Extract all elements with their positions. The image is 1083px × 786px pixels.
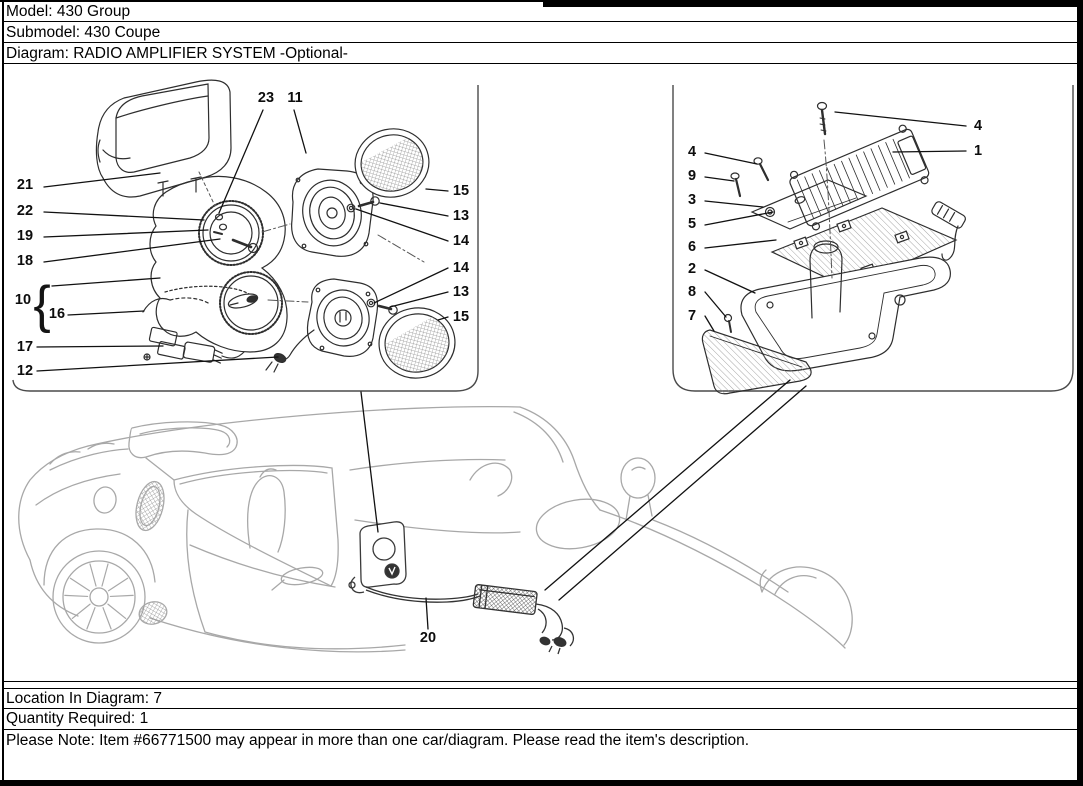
header-row-submodel [6, 23, 1071, 42]
car-windshield [129, 422, 237, 458]
screw-4-left [754, 158, 768, 180]
header-sep-3 [2, 63, 1077, 64]
callout-16: 16 [48, 306, 66, 322]
crank-handle [227, 291, 259, 310]
border-right-thick [1077, 0, 1083, 786]
callout-3: 3 [687, 192, 697, 208]
submodel-label: Submodel: [6, 24, 81, 41]
car-seat [248, 469, 286, 552]
footer-row-location [6, 690, 1071, 707]
leader-leftbox-to-car [361, 392, 378, 532]
tweeter-fasteners [214, 214, 258, 252]
leader-4-top-right [835, 112, 966, 126]
footer-sep-0 [2, 681, 1077, 682]
leader-16 [68, 311, 144, 315]
footer-row-quantity [6, 710, 1071, 728]
footer-sep-2 [2, 708, 1077, 709]
car-interior-lines [350, 459, 520, 532]
callout-4-top-right: 4 [973, 118, 983, 134]
car-hood-lines [36, 449, 128, 505]
callout-7: 7 [687, 308, 697, 324]
car-illustration [19, 407, 852, 652]
car-side-vent [131, 479, 168, 534]
diagram-label: Diagram: [6, 45, 69, 62]
door-speaker-module [349, 522, 406, 593]
sill-harness-and-amplifier [366, 584, 573, 654]
footer-sep-3 [2, 729, 1077, 730]
leader-rightbox-to-car-2 [559, 386, 806, 600]
callout-brace-10-16: { [33, 276, 51, 334]
callout-1: 1 [973, 143, 983, 159]
callout-14-bottom: 14 [452, 260, 470, 276]
screw-4-top [818, 103, 827, 135]
callout-2: 2 [687, 261, 697, 277]
car-front-silhouette [19, 446, 88, 560]
right-exploded-assembly [702, 103, 966, 394]
callout-21: 21 [16, 177, 34, 193]
leader-9 [705, 177, 734, 181]
callout-6: 6 [687, 239, 697, 255]
leader-4-left [705, 153, 757, 164]
location-value: 7 [153, 690, 162, 707]
leader-22 [44, 212, 204, 220]
border-bottom-thick [0, 780, 1083, 786]
callout-10: 10 [14, 292, 32, 308]
header-sep-2 [2, 42, 1077, 43]
quantity-label: Quantity Required: [6, 710, 136, 727]
note-label: Please Note: [6, 732, 95, 749]
callout-23: 23 [257, 90, 275, 106]
model-label: Model: [6, 3, 53, 20]
border-top-thick [543, 0, 1083, 7]
border-left [2, 0, 4, 786]
border-top-thin [0, 0, 545, 2]
car-fuel-door [92, 486, 117, 515]
top-washer-screw [347, 197, 379, 212]
car-rear-window [514, 407, 600, 510]
callout-5: 5 [687, 216, 697, 232]
callout-13-top: 13 [452, 208, 470, 224]
top-grille [346, 122, 449, 218]
car-rear-wheel-arch [760, 567, 852, 645]
leader-21 [44, 173, 160, 187]
leader-23 [219, 110, 263, 213]
leader-13-top [380, 203, 448, 216]
connector-plug [930, 200, 966, 260]
submodel-value: 430 Coupe [84, 24, 161, 41]
left-exploded-assembly [96, 80, 478, 401]
leader-2 [705, 270, 755, 293]
callout-8: 8 [687, 284, 697, 300]
quantity-value: 1 [139, 710, 149, 727]
callout-20: 20 [419, 630, 437, 646]
callout-13-bottom: 13 [452, 284, 470, 300]
car-front-wheel-arch [44, 529, 155, 585]
callout-18: 18 [16, 253, 34, 269]
leader-11 [294, 110, 306, 153]
car-sill-lines [30, 560, 405, 652]
car-roofline [88, 407, 520, 446]
leader-17 [37, 346, 163, 347]
leader-3 [705, 201, 763, 207]
callout-11: 11 [287, 90, 303, 106]
car-a-pillar [146, 458, 174, 480]
header-sep-1 [2, 21, 1077, 22]
door-panel [150, 176, 287, 352]
model-value: 430 Group [56, 3, 131, 20]
car-rear-deck [532, 493, 623, 555]
callout-4-left: 4 [687, 144, 697, 160]
car-headlight [50, 443, 114, 464]
leader-5 [705, 212, 773, 225]
callout-14-top: 14 [452, 233, 470, 249]
leader-18 [44, 239, 220, 262]
amplifier [786, 123, 932, 233]
leader-15-top [426, 189, 448, 191]
location-label: Location In Diagram: [6, 690, 150, 707]
header-row-diagram [6, 44, 1071, 63]
leader-7 [705, 316, 714, 331]
callout-9: 9 [687, 168, 697, 184]
diagram-svg [0, 64, 1083, 682]
leader-6 [705, 240, 776, 248]
footer-sep-1 [2, 688, 1077, 689]
diagram-title: RADIO AMPLIFIER SYSTEM -Optional- [73, 45, 348, 62]
callout-15-top: 15 [452, 183, 470, 199]
callout-12: 12 [16, 363, 34, 379]
wiring-connectors [143, 298, 244, 364]
callout-19: 19 [16, 228, 34, 244]
leader-12 [37, 357, 278, 371]
footer-row-note [6, 731, 1071, 751]
leader-14-bottom [374, 268, 448, 303]
callout-22: 22 [16, 203, 34, 219]
diagram-canvas [0, 64, 1083, 682]
leader-10 [52, 278, 160, 286]
callout-15-bottom: 15 [452, 309, 470, 325]
car-front-wheel [53, 551, 145, 643]
leader-8 [705, 292, 726, 317]
leader-13-bottom [390, 292, 448, 307]
leader-19 [44, 230, 208, 237]
screw-9 [731, 173, 740, 196]
car-rear-haunch [600, 510, 845, 648]
leader-rightbox-to-car-1 [545, 380, 790, 590]
callout-17: 17 [16, 339, 34, 355]
door-pocket [96, 80, 231, 197]
note-value: Item #66771500 may appear in more than one car/diagram. Please read the item's description. [99, 732, 750, 749]
